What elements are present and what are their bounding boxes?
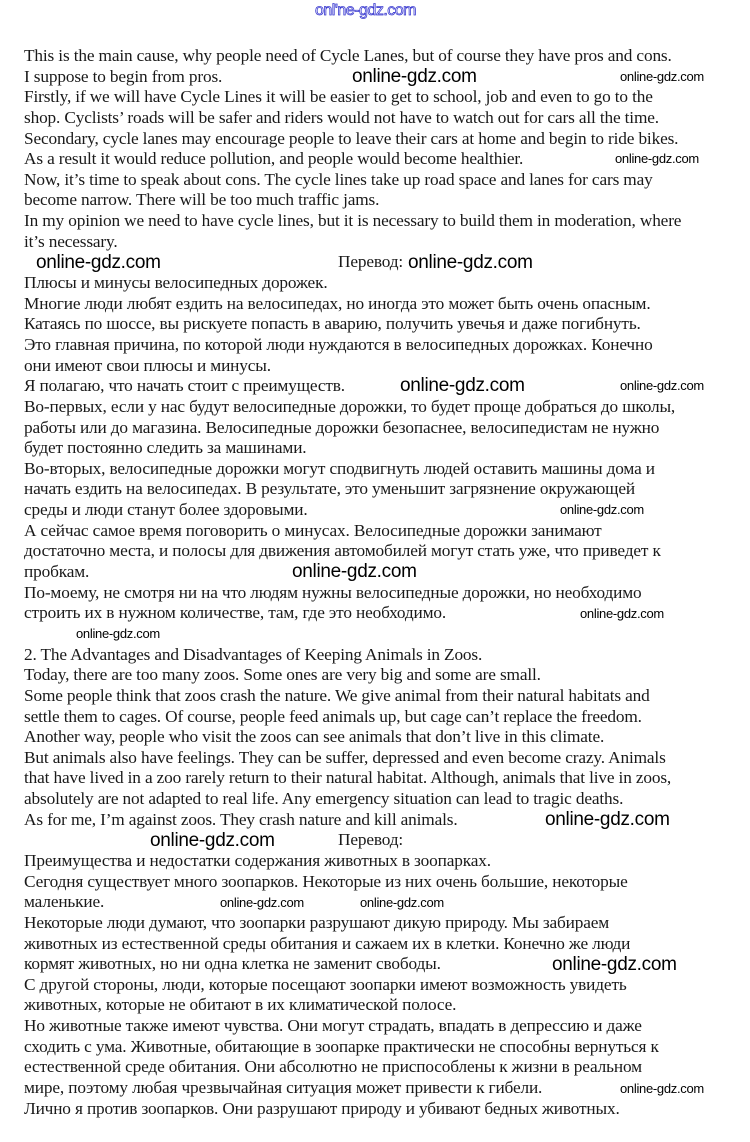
text-line: Now, it’s time to speak about cons. The cycle lines take up road space and lanes for cars may: [24, 169, 653, 189]
watermark: online-gdz.com: [545, 809, 670, 831]
watermark: online-gdz.com: [620, 378, 704, 394]
watermark: online-gdz.com: [76, 626, 160, 642]
text-line: животных, которые не обитают в их климатической полосе.: [24, 995, 457, 1015]
text-line: работы или до магазина. Велосипедные дорожки безопаснее, велосипедистам не нужно: [24, 417, 660, 437]
watermark: online-gdz.com: [150, 829, 275, 851]
text-line: become narrow. There will be too much traffic jams.: [24, 190, 380, 210]
text-line: Катаясь по шоссе, вы рискуете попасть в аварию, получить увечья и даже погибнуть.: [24, 314, 641, 334]
text-line: А сейчас самое время поговорить о минусах. Велосипедные дорожки занимают: [24, 520, 602, 540]
text-line: естественной среде обитания. Они абсолютно не приспособлены к жизни в реальном: [24, 1057, 642, 1077]
watermark: online-gdz.com: [408, 251, 533, 273]
watermark: online-gdz.com: [36, 251, 161, 273]
text-line: As for me, I’m against zoos. They crash nature and kill animals.: [24, 809, 458, 829]
text-line: среды и люди станут более здоровыми.: [24, 500, 308, 520]
watermark: online-gdz.com: [220, 894, 304, 910]
text-line: животных из естественной среды обитания и сажаем их в клетки. Конечно же люди: [24, 933, 631, 953]
text-line: absolutely are not adapted to real life. Any emergency situation can lead to tragic deaths.: [24, 789, 624, 809]
text-line: Сегодня существует много зоопарков. Некоторые из них очень большие, некоторые: [24, 871, 628, 891]
text-line: достаточно места, и полосы для движения автомобилей могут стать уже, что приведет к: [24, 541, 661, 561]
text-line: Лично я против зоопарков. Они разрушают природу и убивают бедных животных.: [24, 1098, 620, 1118]
text-line: кормят животных, но ни одна клетка не заменит свободы.: [24, 954, 441, 974]
text-line: Но животные также имеют чувства. Они могут страдать, впадать в депрессию и даже: [24, 1016, 642, 1036]
text-line: Another way, people who visit the zoos can see animals that don’t live in this climate.: [24, 727, 605, 747]
watermark: online-gdz.com: [620, 1080, 704, 1096]
text-line: Плюсы и минусы велосипедных дорожек.: [24, 273, 328, 293]
text-line: С другой стороны, люди, которые посещают зоопарки имеют возможность увидеть: [24, 974, 627, 994]
text-line: This is the main cause, why people need of Cycle Lanes, but of course they have pros and cons.: [24, 46, 672, 65]
text-line: that have lived in a zoo rarely return to their natural habitat. Although, animals that live in zoos,: [24, 768, 672, 788]
translation-heading: Перевод:: [338, 830, 404, 850]
text-line: I suppose to begin from pros.: [24, 66, 223, 86]
watermark: online-gdz.com: [620, 68, 704, 84]
text-line: As a result it would reduce pollution, and people would become healthier.: [24, 149, 524, 169]
text-line: 2. The Advantages and Disadvantages of Keeping Animals in Zoos.: [24, 644, 483, 664]
watermark: online-gdz.com: [615, 151, 699, 167]
text-line: Secondary, cycle lanes may encourage people to leave their cars at home and begin to ride bikes.: [24, 128, 679, 148]
text-line: По-моему, не смотря ни на что людям нужны велосипедные дорожки, но необходимо: [24, 582, 642, 602]
text-line: маленькие.: [24, 892, 105, 912]
text-line: Today, there are too many zoos. Some ones are very big and some are small.: [24, 665, 541, 685]
text-line: shop. Cyclists’ roads will be safer and riders would not have to watch out for cars all the time.: [24, 107, 659, 127]
text-line: они имеют свои плюсы и минусы.: [24, 355, 271, 375]
translation-heading: Перевод:: [338, 252, 404, 272]
text-line: будет постоянно следить за машинами.: [24, 438, 307, 458]
text-line: мире, поэтому любая чрезвычайная ситуация может привести к гибели.: [24, 1078, 543, 1098]
watermark: online-gdz.com: [352, 65, 477, 87]
watermark: online-gdz.com: [400, 375, 525, 397]
watermark: online-gdz.com: [292, 561, 417, 583]
text-line: settle them to cages. Of course, people feed animals up, but cage can’t replace the freedom.: [24, 706, 642, 726]
text-line: Some people think that zoos crash the nature. We give animal from their natural habitats and: [24, 685, 650, 705]
watermark: online-gdz.com: [360, 894, 444, 910]
text-line: In my opinion we need to have cycle lines, but it is necessary to build them in moderation, where: [24, 211, 682, 231]
watermark: online-gdz.com: [560, 502, 644, 518]
text-line: Преимущества и недостатки содержания животных в зоопарках.: [24, 850, 491, 870]
text-line: сходить с ума. Животные, обитающие в зоопарке практически не способны вернуться к: [24, 1036, 659, 1056]
text-line: But animals also have feelings. They can be suffer, depressed and even become crazy. Animals: [24, 747, 666, 767]
text-line: Firstly, if we will have Cycle Lines it will be easier to get to school, job and even to go to the: [24, 87, 653, 107]
watermark: online-gdz.com: [552, 953, 677, 975]
text-line: Некоторые люди думают, что зоопарки разрушают дикую природу. Мы забираем: [24, 912, 610, 932]
text-line: Во-вторых, велосипедные дорожки могут сподвигнуть людей оставить машины дома и: [24, 458, 655, 478]
text-line: строить их в нужном количестве, там, где это необходимо.: [24, 603, 447, 623]
text-line: Я полагаю, что начать стоит с преимуществ.: [24, 376, 345, 396]
text-line: пробкам.: [24, 562, 90, 582]
text-line: it’s necessary.: [24, 231, 118, 251]
text-line: начать ездить на велосипедах. В результате, это уменьшит загрязнение окружающей: [24, 479, 635, 499]
header-watermark: onl'ne-gdz.com: [315, 2, 416, 19]
text-line: Во-первых, если у нас будут велосипедные дорожки, то будет проще добраться до школы,: [24, 396, 676, 416]
text-line: Многие люди любят ездить на велосипедах, но иногда это может быть очень опасным.: [24, 293, 651, 313]
text-line: Это главная причина, по которой люди нуждаются в велосипедных дорожках. Конечно: [24, 334, 653, 354]
watermark: online-gdz.com: [580, 605, 664, 621]
